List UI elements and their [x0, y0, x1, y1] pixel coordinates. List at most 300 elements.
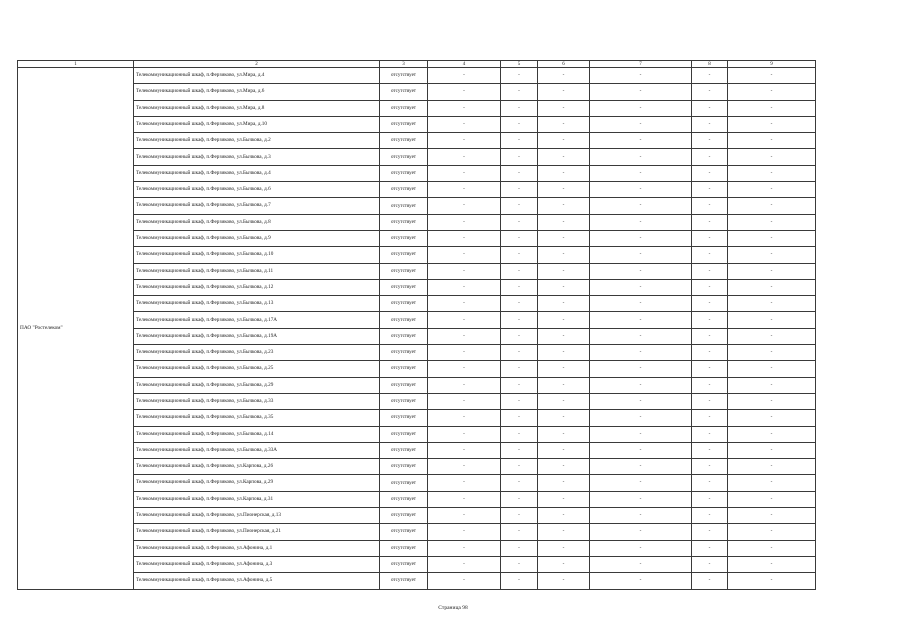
- empty-value-cell: -: [501, 312, 538, 328]
- status-cell: отсутствует: [380, 410, 428, 426]
- status-cell: отсутствует: [380, 377, 428, 393]
- empty-value-cell: -: [501, 247, 538, 263]
- object-name-cell: Телекоммуникационный шкаф, п.Ферзиково, ул.Карпова, д.31: [134, 491, 380, 507]
- table-row: [18, 459, 816, 475]
- table-row: [18, 573, 816, 589]
- status-cell: отсутствует: [380, 556, 428, 572]
- empty-value-cell: -: [501, 524, 538, 540]
- table-row: [18, 361, 816, 377]
- empty-value-cell: -: [728, 214, 816, 230]
- status-cell: отсутствует: [380, 426, 428, 442]
- empty-value-cell: -: [501, 410, 538, 426]
- empty-value-cell: -: [538, 100, 590, 116]
- empty-value-cell: -: [501, 68, 538, 84]
- status-cell: отсутствует: [380, 491, 428, 507]
- status-cell: отсутствует: [380, 393, 428, 409]
- object-name-cell: Телекоммуникационный шкаф, п.Ферзиково, ул.Бычкова, д.23: [134, 345, 380, 361]
- empty-value-cell: -: [538, 426, 590, 442]
- empty-value-cell: -: [728, 556, 816, 572]
- empty-value-cell: -: [538, 410, 590, 426]
- table-row: [18, 442, 816, 458]
- page-number: Страница 98: [438, 605, 468, 611]
- empty-value-cell: -: [590, 328, 692, 344]
- empty-value-cell: -: [501, 508, 538, 524]
- empty-value-cell: -: [692, 68, 728, 84]
- status-cell: отсутствует: [380, 149, 428, 165]
- empty-value-cell: -: [501, 328, 538, 344]
- empty-value-cell: -: [590, 84, 692, 100]
- empty-value-cell: -: [692, 361, 728, 377]
- empty-value-cell: -: [692, 165, 728, 181]
- table-row: [18, 198, 816, 214]
- empty-value-cell: -: [538, 361, 590, 377]
- status-cell: отсутствует: [380, 296, 428, 312]
- empty-value-cell: -: [428, 442, 501, 458]
- empty-value-cell: -: [428, 556, 501, 572]
- empty-value-cell: -: [728, 84, 816, 100]
- empty-value-cell: -: [590, 442, 692, 458]
- table-row: [18, 393, 816, 409]
- empty-value-cell: -: [538, 247, 590, 263]
- empty-value-cell: -: [728, 377, 816, 393]
- empty-value-cell: -: [590, 345, 692, 361]
- table-row: [18, 377, 816, 393]
- empty-value-cell: -: [428, 84, 501, 100]
- column-number-header-row: [18, 61, 816, 68]
- empty-value-cell: -: [692, 230, 728, 246]
- empty-value-cell: -: [538, 263, 590, 279]
- table-row: [18, 182, 816, 198]
- empty-value-cell: -: [538, 393, 590, 409]
- empty-value-cell: -: [538, 84, 590, 100]
- table-row: [18, 491, 816, 507]
- empty-value-cell: -: [692, 524, 728, 540]
- status-cell: отсутствует: [380, 182, 428, 198]
- empty-value-cell: -: [728, 442, 816, 458]
- empty-value-cell: -: [728, 524, 816, 540]
- empty-value-cell: -: [590, 247, 692, 263]
- empty-value-cell: -: [501, 149, 538, 165]
- empty-value-cell: -: [692, 84, 728, 100]
- object-name-cell: Телекоммуникационный шкаф, п.Ферзиково, ул.Бычкова, д.11: [134, 263, 380, 279]
- table-row: [18, 247, 816, 263]
- empty-value-cell: -: [428, 68, 501, 84]
- object-name-cell: Телекоммуникационный шкаф, п.Ферзиково, ул.Бычкова, д.12: [134, 279, 380, 295]
- empty-value-cell: -: [692, 198, 728, 214]
- empty-value-cell: -: [428, 214, 501, 230]
- table-row: [18, 328, 816, 344]
- empty-value-cell: -: [428, 573, 501, 589]
- object-name-cell: Телекоммуникационный шкаф, п.Ферзиково, ул.Мира, д.6: [134, 84, 380, 100]
- empty-value-cell: -: [538, 491, 590, 507]
- table-row: [18, 100, 816, 116]
- object-name-cell: Телекоммуникационный шкаф, п.Ферзиково, ул.Бычкова, д.10: [134, 247, 380, 263]
- object-name-cell: Телекоммуникационный шкаф, п.Ферзиково, ул.Бычкова, д.4: [134, 165, 380, 181]
- empty-value-cell: -: [428, 312, 501, 328]
- object-name-cell: Телекоммуникационный шкаф, п.Ферзиково, ул.Бычкова, д.9: [134, 230, 380, 246]
- empty-value-cell: -: [428, 296, 501, 312]
- status-cell: отсутствует: [380, 442, 428, 458]
- status-cell: отсутствует: [380, 459, 428, 475]
- object-name-cell: Телекоммуникационный шкаф, п.Ферзиково, ул.Бычкова, д.33А: [134, 442, 380, 458]
- table-body: [18, 68, 816, 590]
- status-cell: отсутствует: [380, 68, 428, 84]
- empty-value-cell: -: [728, 312, 816, 328]
- object-name-cell: Телекоммуникационный шкаф, п.Ферзиково, ул.Бычкова, д.29: [134, 377, 380, 393]
- empty-value-cell: -: [428, 165, 501, 181]
- empty-value-cell: -: [728, 133, 816, 149]
- empty-value-cell: -: [501, 214, 538, 230]
- empty-value-cell: -: [501, 230, 538, 246]
- empty-value-cell: -: [428, 377, 501, 393]
- empty-value-cell: -: [538, 182, 590, 198]
- table-row: [18, 524, 816, 540]
- table-row: [18, 426, 816, 442]
- empty-value-cell: -: [538, 524, 590, 540]
- empty-value-cell: -: [728, 149, 816, 165]
- object-name-cell: Телекоммуникационный шкаф, п.Ферзиково, ул.Бычкова, д.8: [134, 214, 380, 230]
- empty-value-cell: -: [590, 230, 692, 246]
- empty-value-cell: -: [538, 214, 590, 230]
- object-name-cell: Телекоммуникационный шкаф, п.Ферзиково, ул.Мира, д.10: [134, 116, 380, 132]
- empty-value-cell: -: [728, 182, 816, 198]
- status-cell: отсутствует: [380, 116, 428, 132]
- empty-value-cell: -: [428, 540, 501, 556]
- empty-value-cell: -: [501, 182, 538, 198]
- empty-value-cell: -: [590, 68, 692, 84]
- empty-value-cell: -: [692, 328, 728, 344]
- empty-value-cell: -: [538, 442, 590, 458]
- empty-value-cell: -: [590, 361, 692, 377]
- object-name-cell: Телекоммуникационный шкаф, п.Ферзиково, ул.Бычкова, д.6: [134, 182, 380, 198]
- empty-value-cell: -: [501, 133, 538, 149]
- empty-value-cell: -: [538, 475, 590, 491]
- empty-value-cell: -: [501, 475, 538, 491]
- empty-value-cell: -: [590, 508, 692, 524]
- empty-value-cell: -: [590, 556, 692, 572]
- column-number-header: 9: [728, 61, 816, 68]
- empty-value-cell: -: [501, 263, 538, 279]
- empty-value-cell: -: [538, 68, 590, 84]
- empty-value-cell: -: [590, 377, 692, 393]
- empty-value-cell: -: [538, 345, 590, 361]
- empty-value-cell: -: [590, 312, 692, 328]
- column-number-header: 8: [692, 61, 728, 68]
- empty-value-cell: -: [728, 68, 816, 84]
- empty-value-cell: -: [428, 198, 501, 214]
- table-row: [18, 116, 816, 132]
- status-cell: отсутствует: [380, 328, 428, 344]
- column-number-header: 5: [501, 61, 538, 68]
- empty-value-cell: -: [728, 491, 816, 507]
- empty-value-cell: -: [728, 230, 816, 246]
- object-name-cell: Телекоммуникационный шкаф, п.Ферзиково, ул.Бычкова, д.33: [134, 393, 380, 409]
- empty-value-cell: -: [692, 491, 728, 507]
- table-row: [18, 508, 816, 524]
- empty-value-cell: -: [590, 491, 692, 507]
- empty-value-cell: -: [428, 410, 501, 426]
- status-cell: отсутствует: [380, 133, 428, 149]
- empty-value-cell: -: [728, 393, 816, 409]
- status-cell: отсутствует: [380, 573, 428, 589]
- empty-value-cell: -: [428, 426, 501, 442]
- table-row: [18, 133, 816, 149]
- empty-value-cell: -: [538, 556, 590, 572]
- empty-value-cell: -: [728, 165, 816, 181]
- status-cell: отсутствует: [380, 247, 428, 263]
- empty-value-cell: -: [692, 556, 728, 572]
- empty-value-cell: -: [590, 475, 692, 491]
- object-name-cell: Телекоммуникационный шкаф, п.Ферзиково, ул.Пионерская, д.21: [134, 524, 380, 540]
- empty-value-cell: -: [428, 491, 501, 507]
- empty-value-cell: -: [728, 573, 816, 589]
- empty-value-cell: -: [590, 279, 692, 295]
- empty-value-cell: -: [428, 247, 501, 263]
- empty-value-cell: -: [590, 116, 692, 132]
- empty-value-cell: -: [538, 377, 590, 393]
- empty-value-cell: -: [728, 296, 816, 312]
- empty-value-cell: -: [728, 279, 816, 295]
- empty-value-cell: -: [428, 459, 501, 475]
- empty-value-cell: -: [538, 149, 590, 165]
- empty-value-cell: -: [692, 214, 728, 230]
- empty-value-cell: -: [692, 149, 728, 165]
- object-name-cell: Телекоммуникационный шкаф, п.Ферзиково, ул.Бычкова, д.13: [134, 296, 380, 312]
- empty-value-cell: -: [538, 116, 590, 132]
- empty-value-cell: -: [538, 573, 590, 589]
- status-cell: отсутствует: [380, 475, 428, 491]
- empty-value-cell: -: [428, 230, 501, 246]
- empty-value-cell: -: [501, 84, 538, 100]
- status-cell: отсутствует: [380, 524, 428, 540]
- empty-value-cell: -: [501, 165, 538, 181]
- status-cell: отсутствует: [380, 84, 428, 100]
- status-cell: отсутствует: [380, 361, 428, 377]
- empty-value-cell: -: [538, 508, 590, 524]
- object-name-cell: Телекоммуникационный шкаф, п.Ферзиково, ул.Бычкова, д.17А: [134, 312, 380, 328]
- object-name-cell: Телекоммуникационный шкаф, п.Ферзиково, ул.Бычкова, д.2: [134, 133, 380, 149]
- empty-value-cell: -: [728, 263, 816, 279]
- empty-value-cell: -: [728, 540, 816, 556]
- empty-value-cell: -: [692, 540, 728, 556]
- owner-cell: ПАО "Ростелеком": [18, 68, 134, 590]
- empty-value-cell: -: [728, 475, 816, 491]
- status-cell: отсутствует: [380, 100, 428, 116]
- object-name-cell: Телекоммуникационный шкаф, п.Ферзиково, ул.Афонина, д.3: [134, 556, 380, 572]
- object-name-cell: Телекоммуникационный шкаф, п.Ферзиково, ул.Мира, д.8: [134, 100, 380, 116]
- table-row: [18, 68, 816, 84]
- empty-value-cell: -: [538, 312, 590, 328]
- empty-value-cell: -: [590, 198, 692, 214]
- empty-value-cell: -: [538, 165, 590, 181]
- empty-value-cell: -: [728, 508, 816, 524]
- empty-value-cell: -: [538, 133, 590, 149]
- empty-value-cell: -: [501, 100, 538, 116]
- empty-value-cell: -: [501, 198, 538, 214]
- object-name-cell: Телекоммуникационный шкаф, п.Ферзиково, ул.Бычкова, д.25: [134, 361, 380, 377]
- empty-value-cell: -: [428, 263, 501, 279]
- empty-value-cell: -: [728, 361, 816, 377]
- empty-value-cell: -: [501, 345, 538, 361]
- status-cell: отсутствует: [380, 165, 428, 181]
- empty-value-cell: -: [428, 149, 501, 165]
- empty-value-cell: -: [428, 393, 501, 409]
- empty-value-cell: -: [692, 573, 728, 589]
- empty-value-cell: -: [590, 149, 692, 165]
- table-row: [18, 263, 816, 279]
- empty-value-cell: -: [428, 475, 501, 491]
- empty-value-cell: -: [590, 263, 692, 279]
- empty-value-cell: -: [590, 426, 692, 442]
- table-row: [18, 296, 816, 312]
- table-row: [18, 556, 816, 572]
- column-number-header: 3: [380, 61, 428, 68]
- empty-value-cell: -: [692, 116, 728, 132]
- empty-value-cell: -: [538, 198, 590, 214]
- empty-value-cell: -: [590, 410, 692, 426]
- empty-value-cell: -: [692, 100, 728, 116]
- empty-value-cell: -: [501, 459, 538, 475]
- empty-value-cell: -: [501, 426, 538, 442]
- empty-value-cell: -: [692, 263, 728, 279]
- empty-value-cell: -: [501, 556, 538, 572]
- empty-value-cell: -: [590, 133, 692, 149]
- empty-value-cell: -: [692, 426, 728, 442]
- table-row: [18, 279, 816, 295]
- status-cell: отсутствует: [380, 508, 428, 524]
- empty-value-cell: -: [692, 182, 728, 198]
- empty-value-cell: -: [692, 475, 728, 491]
- empty-value-cell: -: [692, 247, 728, 263]
- empty-value-cell: -: [590, 214, 692, 230]
- empty-value-cell: -: [692, 279, 728, 295]
- empty-value-cell: -: [501, 393, 538, 409]
- table-row: [18, 165, 816, 181]
- empty-value-cell: -: [692, 442, 728, 458]
- empty-value-cell: -: [428, 328, 501, 344]
- object-name-cell: Телекоммуникационный шкаф, п.Ферзиково, ул.Афонина, д.1: [134, 540, 380, 556]
- status-cell: отсутствует: [380, 540, 428, 556]
- column-number-header: 4: [428, 61, 501, 68]
- empty-value-cell: -: [538, 540, 590, 556]
- table-row: [18, 410, 816, 426]
- empty-value-cell: -: [692, 296, 728, 312]
- table-row: [18, 214, 816, 230]
- column-number-header: 6: [538, 61, 590, 68]
- empty-value-cell: -: [501, 442, 538, 458]
- object-name-cell: Телекоммуникационный шкаф, п.Ферзиково, ул.Мира, д.4: [134, 68, 380, 84]
- empty-value-cell: -: [428, 116, 501, 132]
- table-row: [18, 230, 816, 246]
- column-number-header: 2: [134, 61, 380, 68]
- empty-value-cell: -: [590, 165, 692, 181]
- empty-value-cell: -: [728, 247, 816, 263]
- empty-value-cell: -: [501, 491, 538, 507]
- status-cell: отсутствует: [380, 214, 428, 230]
- table-row: [18, 149, 816, 165]
- empty-value-cell: -: [428, 182, 501, 198]
- empty-value-cell: -: [692, 133, 728, 149]
- empty-value-cell: -: [428, 508, 501, 524]
- empty-value-cell: -: [501, 540, 538, 556]
- empty-value-cell: -: [501, 377, 538, 393]
- empty-value-cell: -: [728, 198, 816, 214]
- empty-value-cell: -: [692, 459, 728, 475]
- empty-value-cell: -: [692, 377, 728, 393]
- object-name-cell: Телекоммуникационный шкаф, п.Ферзиково, ул.Бычкова, д.19А: [134, 328, 380, 344]
- object-name-cell: Телекоммуникационный шкаф, п.Ферзиково, ул.Бычкова, д.35: [134, 410, 380, 426]
- empty-value-cell: -: [428, 133, 501, 149]
- table-row: [18, 84, 816, 100]
- empty-value-cell: -: [692, 410, 728, 426]
- status-cell: отсутствует: [380, 230, 428, 246]
- empty-value-cell: -: [728, 426, 816, 442]
- object-name-cell: Телекоммуникационный шкаф, п.Ферзиково, ул.Карпова, д.26: [134, 459, 380, 475]
- empty-value-cell: -: [692, 508, 728, 524]
- empty-value-cell: -: [501, 361, 538, 377]
- object-name-cell: Телекоммуникационный шкаф, п.Ферзиково, ул.Бычкова, д.3: [134, 149, 380, 165]
- empty-value-cell: -: [590, 524, 692, 540]
- status-cell: отсутствует: [380, 263, 428, 279]
- register-table: [17, 60, 816, 590]
- empty-value-cell: -: [728, 459, 816, 475]
- empty-value-cell: -: [590, 296, 692, 312]
- status-cell: отсутствует: [380, 345, 428, 361]
- empty-value-cell: -: [538, 279, 590, 295]
- empty-value-cell: -: [501, 116, 538, 132]
- status-cell: отсутствует: [380, 279, 428, 295]
- empty-value-cell: -: [728, 345, 816, 361]
- empty-value-cell: -: [538, 230, 590, 246]
- empty-value-cell: -: [590, 459, 692, 475]
- object-name-cell: Телекоммуникационный шкаф, п.Ферзиково, ул.Бычкова, д.7: [134, 198, 380, 214]
- empty-value-cell: -: [692, 312, 728, 328]
- empty-value-cell: -: [501, 296, 538, 312]
- empty-value-cell: -: [692, 345, 728, 361]
- empty-value-cell: -: [692, 393, 728, 409]
- status-cell: отсутствует: [380, 312, 428, 328]
- table-row: [18, 540, 816, 556]
- empty-value-cell: -: [428, 361, 501, 377]
- object-name-cell: Телекоммуникационный шкаф, п.Ферзиково, ул.Афонина, д.5: [134, 573, 380, 589]
- empty-value-cell: -: [428, 279, 501, 295]
- table-row: [18, 475, 816, 491]
- object-name-cell: Телекоммуникационный шкаф, п.Ферзиково, ул.Пионерская, д.13: [134, 508, 380, 524]
- empty-value-cell: -: [728, 410, 816, 426]
- empty-value-cell: -: [538, 296, 590, 312]
- empty-value-cell: -: [590, 540, 692, 556]
- empty-value-cell: -: [728, 116, 816, 132]
- empty-value-cell: -: [728, 328, 816, 344]
- empty-value-cell: -: [428, 524, 501, 540]
- empty-value-cell: -: [728, 100, 816, 116]
- empty-value-cell: -: [501, 573, 538, 589]
- status-cell: отсутствует: [380, 198, 428, 214]
- empty-value-cell: -: [590, 182, 692, 198]
- object-name-cell: Телекоммуникационный шкаф, п.Ферзиково, ул.Карпова, д.29: [134, 475, 380, 491]
- column-number-header: 7: [590, 61, 692, 68]
- table-row: [18, 312, 816, 328]
- table-row: [18, 345, 816, 361]
- column-number-header: 1: [18, 61, 134, 68]
- empty-value-cell: -: [501, 279, 538, 295]
- empty-value-cell: -: [590, 393, 692, 409]
- empty-value-cell: -: [590, 100, 692, 116]
- empty-value-cell: -: [590, 573, 692, 589]
- object-name-cell: Телекоммуникационный шкаф, п.Ферзиково, ул.Бычкова, д.14: [134, 426, 380, 442]
- empty-value-cell: -: [538, 459, 590, 475]
- empty-value-cell: -: [428, 345, 501, 361]
